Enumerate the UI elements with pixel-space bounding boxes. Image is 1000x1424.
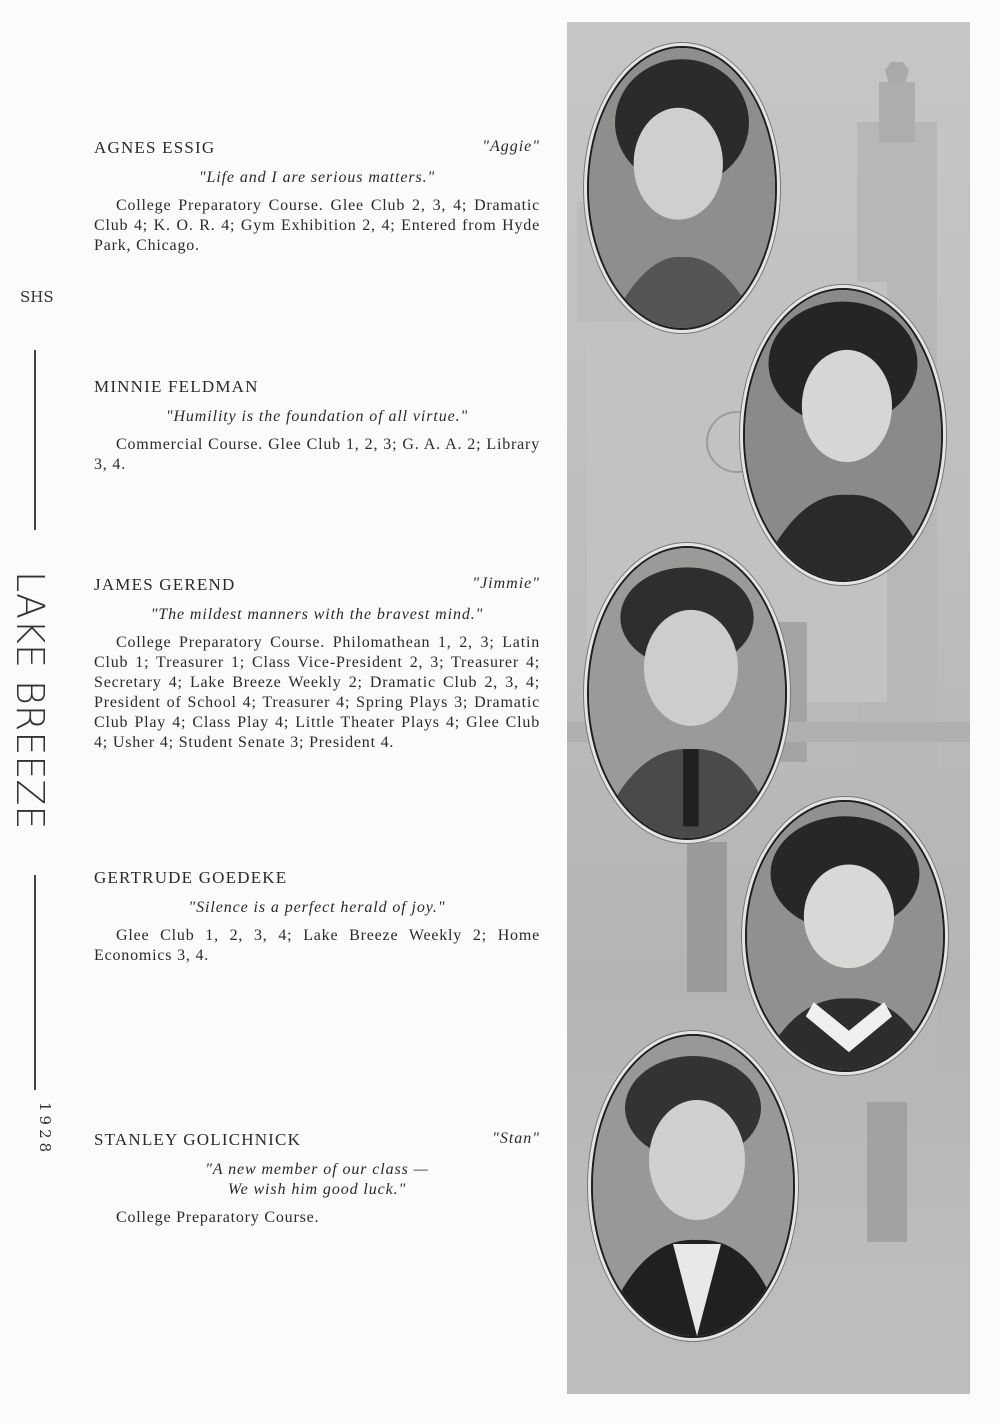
student-entry: [94, 868, 540, 966]
student-description: College Preparatory Course. Philomathean 1, 2, 3; Latin Club 1; Treasurer 1; Class Vice-President 2, 3; Treasurer 4; Secretary 4; Lake Breeze Weekly 2; Dramatic Club 2, 3, 4; President of School 4; Treasurer 4; Spring Plays 3; Dramatic Club Play 4; Class Play 4; Little Theater Plays 4; Glee Club 4; Usher 4; Student Senate 3; President 4.: [94, 634, 540, 751]
student-description: College Preparatory Course.: [116, 1209, 320, 1226]
student-nickname: "Aggie": [482, 138, 540, 155]
student-name: STANLEY GOLICHNICK: [94, 1130, 302, 1149]
student-name: MINNIE FELDMAN: [94, 377, 259, 396]
student-motto: "Humility is the foundation of all virtue.": [165, 408, 469, 425]
student-entry: [94, 575, 540, 753]
student-nickname: "Stan": [492, 1130, 540, 1147]
student-name: GERTRUDE GOEDEKE: [94, 868, 288, 887]
side-ornament-title: LAKE BREEZE: [8, 570, 52, 830]
student-description: College Preparatory Course. Glee Club 2, 3, 4; Dramatic Club 4; K. O. R. 4; Gym Exhibition 2, 4; Entered from Hyde Park, Chicago.: [94, 197, 540, 254]
student-name: JAMES GEREND: [94, 575, 236, 594]
student-entry: [94, 1130, 540, 1228]
student-motto: "The mildest manners with the bravest mind.": [150, 606, 484, 623]
student-motto: "Life and I are serious matters.": [198, 169, 436, 186]
student-portrait-photo: [587, 46, 777, 330]
student-entry: [94, 377, 540, 475]
student-portrait-photo: [743, 288, 943, 582]
student-description: Commercial Course. Glee Club 1, 2, 3; G. A. A. 2; Library 3, 4.: [94, 436, 540, 473]
photo-panel: [567, 22, 970, 1394]
student-name: AGNES ESSIG: [94, 138, 216, 157]
student-description: Glee Club 1, 2, 3, 4; Lake Breeze Weekly 2; Home Economics 3, 4.: [94, 927, 540, 964]
side-ornament: [8, 288, 54, 1190]
student-entry: [94, 138, 540, 256]
student-motto: "A new member of our class — We wish him good luck.": [205, 1161, 429, 1198]
student-portrait-photo: [591, 1034, 795, 1338]
student-nickname: "Jimmie": [472, 575, 540, 592]
student-portrait-photo: [745, 800, 945, 1072]
side-ornament-monogram: SHS: [20, 288, 54, 306]
side-divider-line: [34, 875, 36, 1090]
side-divider-line: [34, 350, 36, 530]
student-portrait-photo: [587, 546, 787, 840]
student-motto: "Silence is a perfect herald of joy.": [188, 899, 446, 916]
side-ornament-year: 1928: [36, 1102, 54, 1157]
